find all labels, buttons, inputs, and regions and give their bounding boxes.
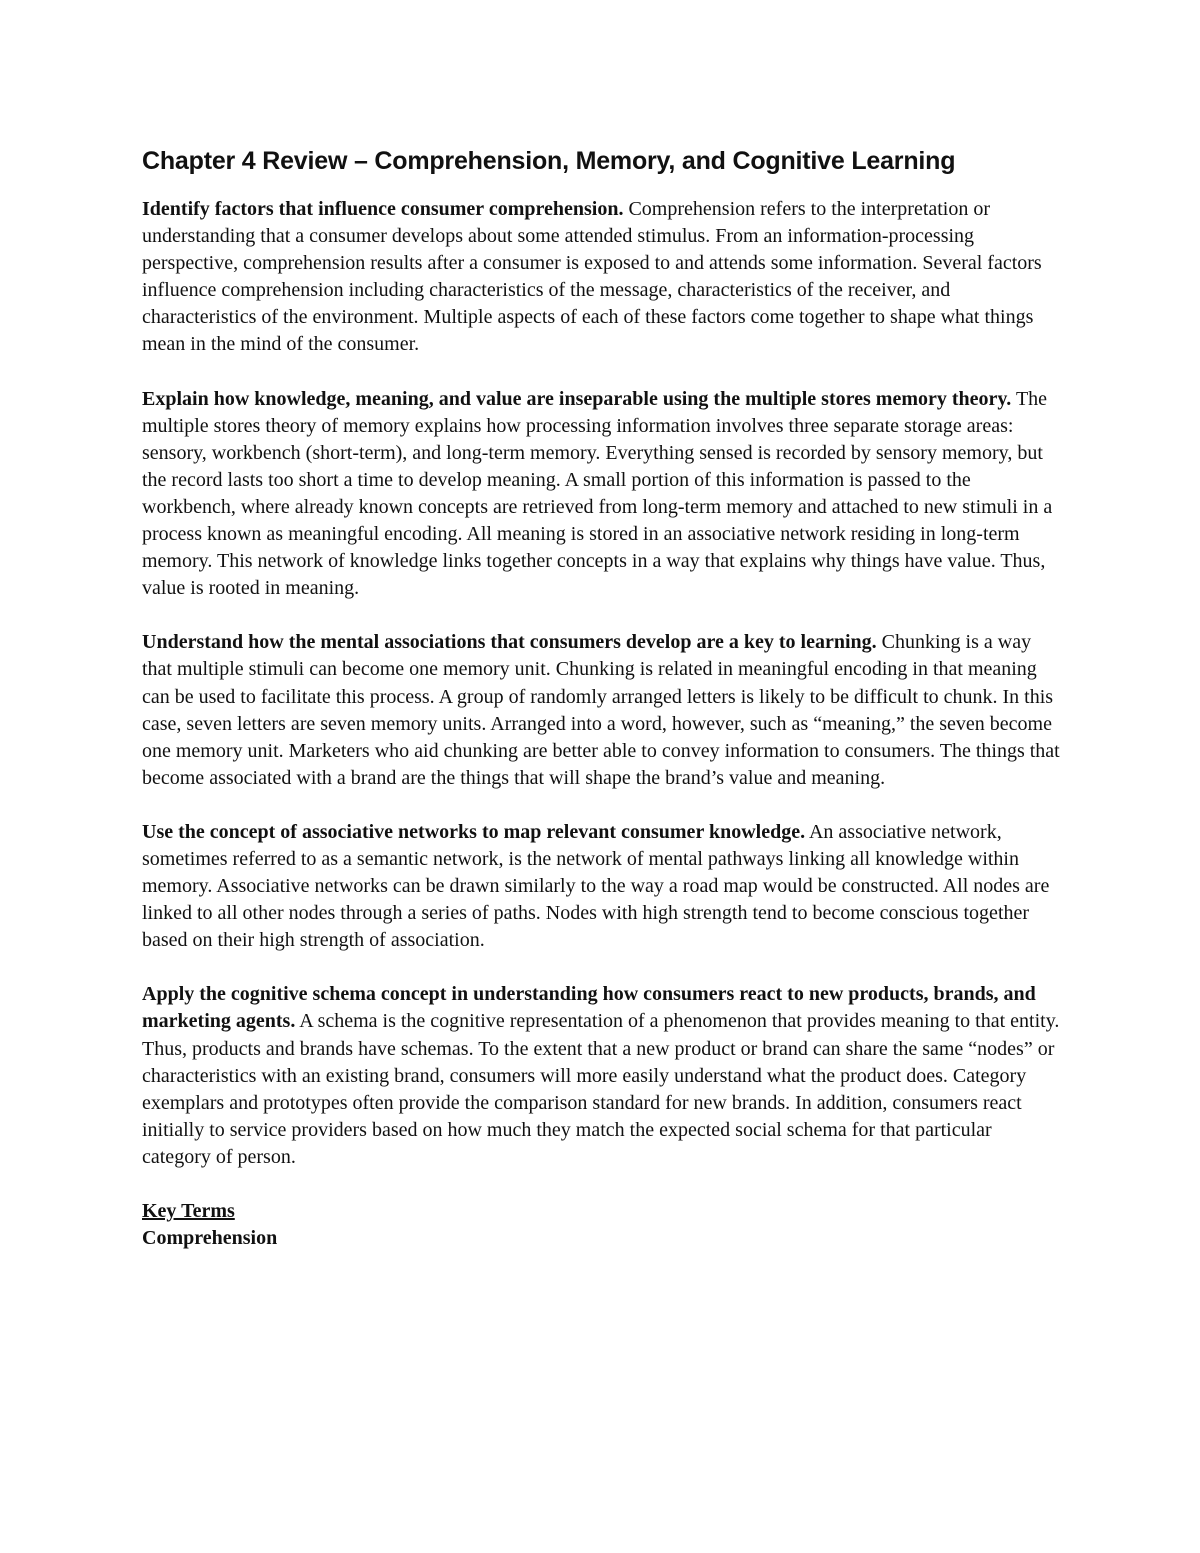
section-body: An associative network, sometimes referred to as a semantic network, is the network of mental pathways linking all knowledge within memory. Associative networks can be drawn similarly to the way a road map would be constructed. All nodes are linked to all other nodes through a series of paths. Nodes with high strength tend to become conscious together based on their high strength of association. xyxy=(142,820,1050,952)
section-associative-networks xyxy=(142,819,1060,954)
key-term-item: Comprehension xyxy=(142,1227,278,1250)
section-lead: Identify factors that influence consumer comprehension. xyxy=(142,198,624,220)
document-title: Chapter 4 Review – Comprehension, Memory, and Cognitive Learning xyxy=(142,147,956,175)
section-lead: Use the concept of associative networks to map relevant consumer knowledge. xyxy=(142,820,806,843)
section-body: A schema is the cognitive representation of a phenomenon that provides meaning to that entity. Thus, products and brands have schemas. To the extent that a new product or brand can share the same “nodes” or characteristics with an existing brand, consumers will more easily understand what the product does. Category exemplars and prototypes often provide the comparison standard for new brands. In addition, consumers react initially to service providers based on how much they match the expected social schema for that particular category of person. xyxy=(142,1010,1060,1168)
key-terms xyxy=(142,1198,1060,1252)
section-body: The multiple stores theory of memory explains how processing information involves three separate storage areas: sensory, workbench (short-term), and long-term memory. Everything sensed is recorded by sensory memory, but the record lasts too short a time to develop meaning. A small portion of this information is passed to the workbench, where already known concepts are retrieved from long-term memory and attached to new stimuli in a process known as meaningful encoding. All meaning is stored in an associative network residing in long-term memory. This network of knowledge links together concepts in a way that explains why things have value. Thus, value is rooted in meaning. xyxy=(142,387,1053,600)
section-comprehension-factors xyxy=(142,196,1060,359)
section-lead: Apply the cognitive schema concept in understanding how consumers react to new products, brands, and marketing agents. xyxy=(142,983,1036,1033)
section-cognitive-schema xyxy=(142,981,1060,1171)
section-body: Comprehension refers to the interpretation or understanding that a consumer develops about some attended stimulus. From an information-processing perspective, comprehension results after a consumer is exposed to and attends some information. Several factors influence comprehension including characteristics of the message, characteristics of the receiver, and characteristics of the environment. Multiple aspects of each of these factors come together to shape what things mean in the mind of the consumer. xyxy=(142,198,1042,356)
section-lead: Explain how knowledge, meaning, and value are inseparable using the multiple stores memory theory. xyxy=(142,387,1012,410)
section-mental-associations xyxy=(142,629,1060,792)
section-multiple-stores-memory xyxy=(142,386,1060,603)
section-lead: Understand how the mental associations that consumers develop are a key to learning. xyxy=(142,631,877,654)
key-terms-heading: Key Terms xyxy=(142,1200,235,1222)
section-body: Chunking is a way that multiple stimuli can become one memory unit. Chunking is related in meaningful encoding in that meaning can be used to facilitate this process. A group of randomly arranged letters is likely to be difficult to chunk. In this case, seven letters are seven memory units. Arranged into a word, however, such as “meaning,” the seven become one memory unit. Marketers who aid chunking are better able to convey information to consumers. The things that become associated with a brand are the things that will shape the brand’s value and meaning. xyxy=(142,631,1060,789)
